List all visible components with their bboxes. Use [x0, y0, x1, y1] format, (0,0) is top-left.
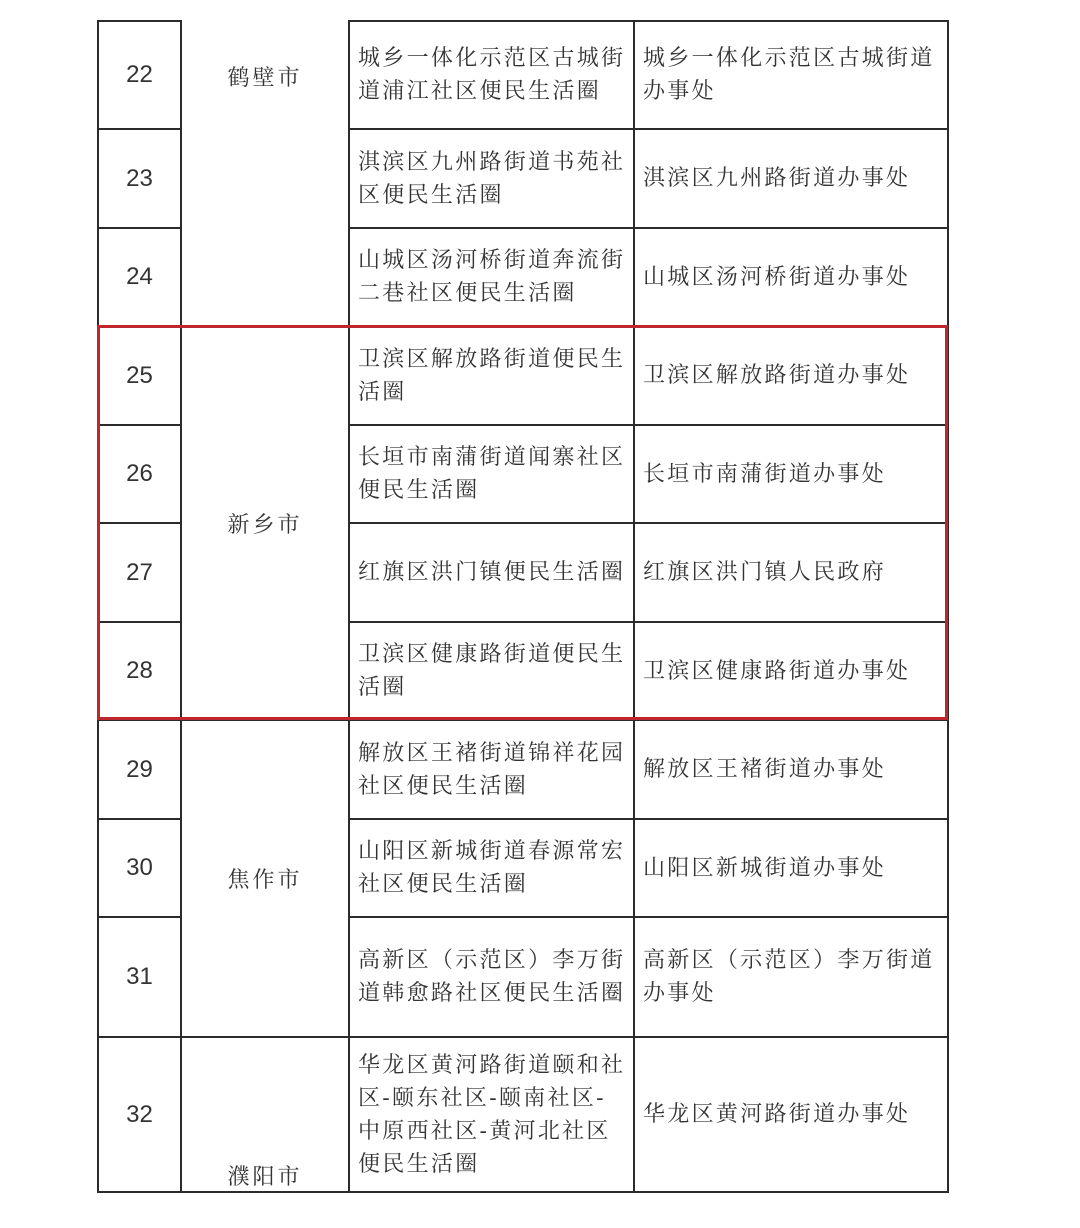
organization-name: 淇滨区九州路街道办事处	[643, 166, 911, 191]
organization-name: 红旗区洪门镇人民政府	[643, 560, 887, 585]
table-border-right	[947, 20, 949, 1193]
circle-name: 红旗区洪门镇便民生活圈	[358, 560, 626, 585]
circle-name-cell	[350, 721, 633, 818]
organization-name: 城乡一体化示范区古城街道办事处	[643, 46, 935, 104]
circle-name-cell	[350, 22, 633, 128]
organization-name: 华龙区黄河路街道办事处	[643, 1102, 911, 1127]
circle-name-cell	[350, 524, 633, 621]
circle-name: 山城区汤河桥街道奔流街二巷社区便民生活圈	[358, 248, 626, 306]
row-number: 23	[126, 164, 153, 192]
city-name: 新乡市	[227, 512, 303, 538]
circle-name-cell	[350, 327, 633, 424]
row-number: 24	[126, 263, 153, 290]
city-name: 濮阳市	[227, 1164, 303, 1190]
organization-name: 山阳区新城街道办事处	[643, 855, 887, 881]
row-number: 30	[126, 854, 153, 881]
city-name: 鹤壁市	[227, 65, 303, 91]
organization-cell	[635, 130, 947, 227]
row-number: 32	[126, 1100, 153, 1128]
circle-name: 高新区（示范区）李万街道韩愈路社区便民生活圈	[358, 948, 626, 1006]
circle-name: 长垣市南蒲街道闻寨社区便民生活圈	[358, 445, 626, 503]
organization-cell	[635, 524, 947, 621]
organization-name: 山城区汤河桥街道办事处	[643, 264, 911, 290]
organization-cell	[635, 820, 947, 916]
row-number: 31	[126, 963, 153, 990]
row-number: 26	[126, 460, 153, 487]
organization-cell	[635, 623, 947, 719]
organization-cell	[635, 229, 947, 325]
circle-name: 城乡一体化示范区古城街道浦江社区便民生活圈	[358, 46, 626, 104]
circle-name: 卫滨区健康路街道便民生活圈	[358, 642, 626, 700]
organization-cell	[635, 426, 947, 522]
row-number: 22	[126, 61, 153, 88]
circle-name: 卫滨区解放路街道便民生活圈	[358, 346, 626, 405]
row-number: 28	[126, 657, 153, 684]
organization-name: 高新区（示范区）李万街道办事处	[643, 948, 935, 1006]
circle-name-cell	[350, 426, 633, 522]
organization-name: 长垣市南蒲街道办事处	[643, 461, 887, 487]
organization-cell	[635, 1038, 947, 1191]
row-number: 29	[126, 755, 153, 783]
circle-name: 解放区王褚街道锦祥花园社区便民生活圈	[358, 740, 626, 799]
circle-name: 华龙区黄河路街道颐和社区-颐东社区-颐南社区-中原西社区-黄河北社区便民生活圈	[358, 1052, 626, 1177]
organization-cell	[635, 721, 947, 818]
circle-name: 山阳区新城街道春源常宏社区便民生活圈	[358, 839, 626, 897]
row-number: 27	[126, 558, 153, 586]
circle-name: 淇滨区九州路街道书苑社区便民生活圈	[358, 149, 626, 208]
organization-cell	[635, 918, 947, 1036]
row-number: 25	[126, 361, 153, 389]
circle-name-cell	[350, 918, 633, 1036]
city-name: 焦作市	[227, 868, 303, 893]
circle-name-cell	[350, 1038, 633, 1191]
organization-cell	[635, 22, 947, 128]
circle-name-cell	[350, 229, 633, 325]
circle-name-cell	[350, 130, 633, 227]
organization-cell	[635, 327, 947, 424]
organization-name: 卫滨区解放路街道办事处	[643, 363, 911, 388]
circle-name-cell	[350, 623, 633, 719]
organization-name: 解放区王褚街道办事处	[643, 757, 887, 782]
circle-name-cell	[350, 820, 633, 916]
organization-name: 卫滨区健康路街道办事处	[643, 658, 911, 684]
